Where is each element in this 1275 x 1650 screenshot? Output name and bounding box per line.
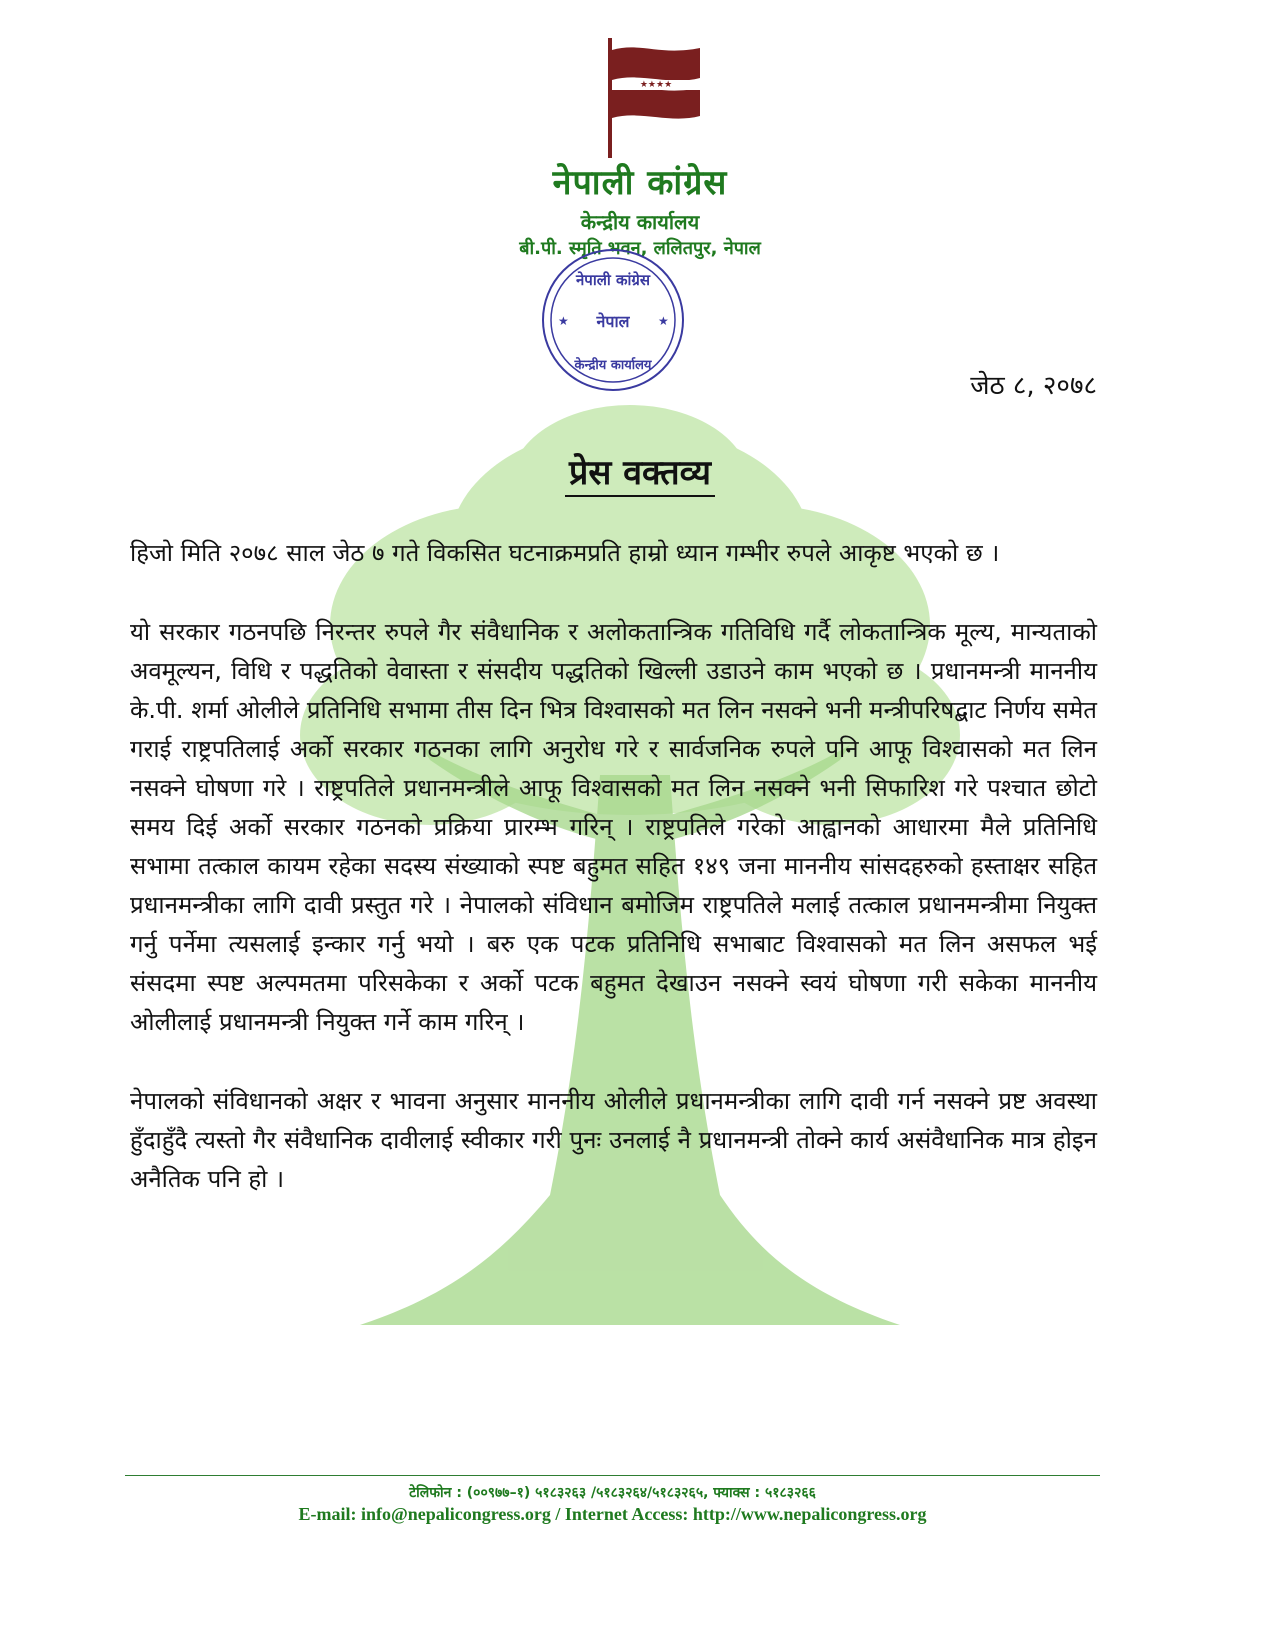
document-date: जेठ ८, २०७८	[970, 371, 1097, 401]
svg-text:★: ★	[558, 314, 569, 328]
svg-text:★★★★: ★★★★	[639, 80, 673, 90]
paragraph: यो सरकार गठनपछि निरन्तर रुपले गैर संवैधानिक र अलोकतान्त्रिक गतिविधि गर्दै लोकतान्त्रिक मूल्य, मान्यताको अवमूल्यन, विधि र पद्धतिको वेवास्ता र संसदीय पद्धतिको खिल्ली उडाउने काम भएको छ । प्रधानमन्त्री माननीय के.पी. शर्मा ओलीले प्रतिनिधि सभामा तीस दिन भित्र विश्वासको मत लिन नसक्ने भनी मन्त्रीपरिषद्बाट निर्णय समेत गराई राष्ट्रपतिलाई अर्को सरकार गठनका लागि अनुरोध गरे र सार्वजनिक रुपले पनि आफू विश्वासको मत लिन नसक्ने घोषणा गरे । राष्ट्रपतिले प्रधानमन्त्रीले आफू विश्वासको मत लिन नसक्ने भनी सिफारिश गरे पश्चात छोटो समय दिई अर्को सरकार गठनको प्रक्रिया प्रारम्भ गरिन् । राष्ट्रपतिले गरेको आह्वानको आधारमा मैले प्रतिनिधि सभामा तत्काल कायम रहेका सदस्य संख्याको स्पष्ट बहुमत सहित १४९ जना माननीय सांसदहरुको हस्ताक्षर सहित प्रधानमन्त्रीका लागि दावी प्रस्तुत गरे । नेपालको संविधान बमोजिम राष्ट्रपतिले मलाई तत्काल प्रधानमन्त्रीमा नियुक्त गर्नु पर्नेमा त्यसलाई इन्कार गर्नु भयो । बरु एक पटक प्रतिनिधि सभाबाट विश्वासको मत लिन असफल भई संसदमा स्पष्ट अल्पमतमा परिसकेका र अर्को पटक बहुमत देखाउन नसक्ने स्वयं घोषणा गरी सकेका माननीय ओलीलाई प्रधानमन्त्री नियुक्त गर्ने काम गरिन् ।	[130, 618, 1097, 1036]
footer-contact-web: E-mail: info@nepalicongress.org / Internet Access: http://www.nepalicongress.org	[298, 1504, 927, 1524]
footer-contact-phone: टेलिफोन : (००९७७–१) ५१८३२६३ /५१८३२६४/५१८३२६५, फ्याक्स : ५१८३२६६	[409, 1485, 816, 1501]
svg-text:केन्द्रीय कार्यालय: केन्द्रीय कार्यालय	[574, 358, 652, 373]
office-name: केन्द्रीय कार्यालय	[580, 210, 700, 234]
paragraph: नेपालको संविधानको अक्षर र भावना अनुसार माननीय ओलीले प्रधानमन्त्रीका लागि दावी गर्न नसक्ने प्रष्ट अवस्था हुँदाहुँदै त्यस्तो गैर संवैधानिक दावीलाई स्वीकार गरी पुनः उनलाई नै प्रधानमन्त्री तोक्ने कार्य असंवैधानिक मात्र होइन अनैतिक पनि हो ।	[130, 1087, 1097, 1193]
office-address: बी.पी. स्मृति भवन, ललितपुर, नेपाल	[519, 238, 761, 259]
seal-stamp	[538, 245, 688, 395]
statement-body	[130, 534, 1097, 1239]
svg-text:नेपाली कांग्रेस: नेपाली कांग्रेस	[575, 271, 651, 289]
svg-text:★: ★	[658, 314, 669, 328]
title-text: प्रेस वक्तव्य	[565, 453, 715, 497]
letterhead	[0, 30, 1275, 259]
flag-icon	[600, 38, 710, 158]
svg-text:नेपाल: नेपाल	[596, 312, 630, 331]
footer-divider	[125, 1475, 1100, 1476]
document-title	[400, 448, 880, 494]
party-name: नेपाली कांग्रेस	[552, 163, 728, 203]
paragraph: हिजो मिति २०७८ साल जेठ ७ गते विकसित घटनाक्रमप्रति हाम्रो ध्यान गम्भीर रुपले आकृष्ट भएको छ ।	[130, 539, 1000, 567]
